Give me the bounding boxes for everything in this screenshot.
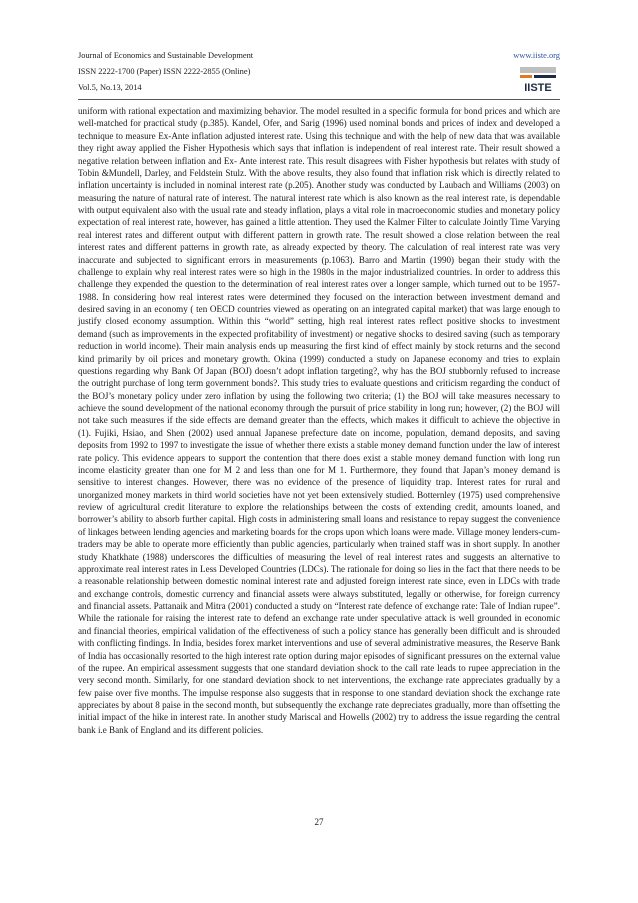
journal-issn: ISSN 2222-1700 (Paper) ISSN 2222-2855 (Online) (78, 66, 251, 76)
iiste-logo (518, 65, 558, 95)
logo-text: IISTE (524, 82, 552, 94)
journal-volume: Vol.5, No.13, 2014 (78, 82, 142, 92)
journal-info (78, 48, 253, 95)
page-header (78, 48, 560, 102)
journal-website-link[interactable]: www.iiste.org (513, 51, 560, 60)
body-paragraph: uniform with rational expectation and maximizing behavior. The model resulted in a specific formula for bond prices and which are well-matched for practical study (p.385). Kandel, Ofer, and Sarig (1996) used nominal bonds and prices of index and developed a technique to measure Ex-Ante inflation adjusted interest rate. Using this technique and with the help of new data that was available they right away applied the Fisher Hypothesis which says that inflation is independent of real interest rate. Their result showed a negative relation between inflation and Ex- Ante interest rate. This result disagrees with Fisher hypothesis but relates with study of Tobin &Mundell, Darley, and Feldstein Stulz. With the above results, they also found that inflation risk which is directly related to inflation uncertainty is included in nominal interest rate (p.205). Another study was conducted by Laubach and Williams (2003) on measuring the nature of natural rate of interest. The natural interest rate which is also known as the real interest rate, is dependable with output equivalent also with the usual rate and steady inflation, plays a vital role in macroeconomic studies and monetary policy expectation of real interest rate, however, has gained a little attention. They used the Kalmer Filter to calculate Jointly Time Varying real interest rates and different output with different pattern in growth rate. The result showed a close relation between the real interest rates and different patterns in growth rate, as already expected by theory. The calculation of real interest rate was very inaccurate and subjected to significant errors in measurements (p.1063). Barro and Martin (1990) began their study with the challenge to explain why real interest rates were so high in the 1980s in the major industrialized countries. In order to address this challenge they expended the question to the determination of real interest rates over a longer sample, which turned out to be 1957-1988. In considering how real interest rates were determined they focused on the interaction between investment demand and desired saving in an economy ( ten OECD countries viewed as operating on an integrated capital market) that was large enough to justify closed economy assumption. Within this “world” setting, high real interest rates reflect positive shocks to investment demand (such as improvements in the expected profitability of investment) or negative shocks to desired saving (such as temporary reduction in world income). Their main analysis ends up measuring the first kind of effect mainly by stock returns and the second kind primarily by oil prices and monetary growth. Okina (1999) conducted a study on Japanese economy and tries to explain questions regarding why Bank Of Japan (BOJ) doesn’t adopt inflation targeting?, why has the BOJ stubbornly refused to increase the outright purchase of long term government bonds?. This study tries to evaluate questions and criticism regarding the conduct of the BOJ’s monetary policy under zero inflation by using the following two criteria; (1) the BOJ will take measures necessary to achieve the sound development of the national economy through the pursuit of price stability in long run; however, (2) the BOJ will not take such measures if the side effects are demand greater than the effects, which makes it difficult to achieve the objective in (1). Fujiki, Hsiao, and Shen (2002) used annual Japanese prefecture date on income, population, demand deposits, and saving deposits from 1992 to 1997 to investigate the issue of whether there exists a stable money demand function under the law of interest rate policy. This evidence appears to support the contention that there does exist a stable money demand function with long run income elasticity greater than one for M 2 and less than one for M 1. Furthermore, they found that Japan’s money demand is sensitive to interest changes. However, there was no evidence of the presence of liquidity trap. Interest rates for rural and unorganized money markets in third world societies have not yet been extensively studied. Botternley (1975) used comprehensive review of agricultural credit literature to explore the relationships between the costs of extending credit, amounts loaned, and borrower’s ability to absorb further capital. High costs in administering small loans and resistance to repay suggest the convenience of linkages between lending agencies and marketing boards for the crops upon which loans were made. Village money lenders-cum-traders may be able to operate more efficiently than public agencies, particularly when trained staff was in short supply. In another study Khatkhate (1988) underscores the difficulties of measuring the level of real interest rates and suggests an alternative to approximate real interest rates in Less Developed Countries (LDCs). The rationale for doing so lies in the fact that there needs to be a reasonable relationship between domestic nominal interest rate and adjusted foreign interest rate since, even in LDCs with trade and exchange controls, domestic currency and financial assets were always substituted, legally or otherwise, for foreign currency and financial assets. Pattanaik and Mitra (2001) conducted a study on “Interest rate defence of exchange rate: Tale of Indian rupee”. While the rationale for raising the interest rate to defend an exchange rate under speculative attack is well grounded in economic and financial theories, empirical validation of the effectiveness of such a policy stance has generally been difficult and is shrouded with conflicting findings. In India, besides forex market interventions and use of several administrative measures, the Reserve Bank of India has occasionally resorted to the high interest rate option during major episodes of significant pressures on the external value of the rupee. An empirical assessment suggests that one standard deviation shock to the call rate leads to rupee appreciation in the very second month. Similarly, for one standard deviation shock to net interventions, the exchange rate appreciates gradually by a few paise over five months. The impulse response also suggests that in response to one standard deviation shock the exchange rate appreciates by about 8 paise in the second month, but subsequently the exchange rate depreciates gradually, more than offsetting the initial impact of the hike in interest rate. In another study Mariscal and Howells (2002) try to address the issue regarding the central bank i.e Bank of England and its different policies. (78, 106, 560, 735)
header-divider (78, 99, 560, 100)
journal-title: Journal of Economics and Sustainable Development (78, 51, 254, 60)
page-number: 27 (314, 817, 324, 827)
